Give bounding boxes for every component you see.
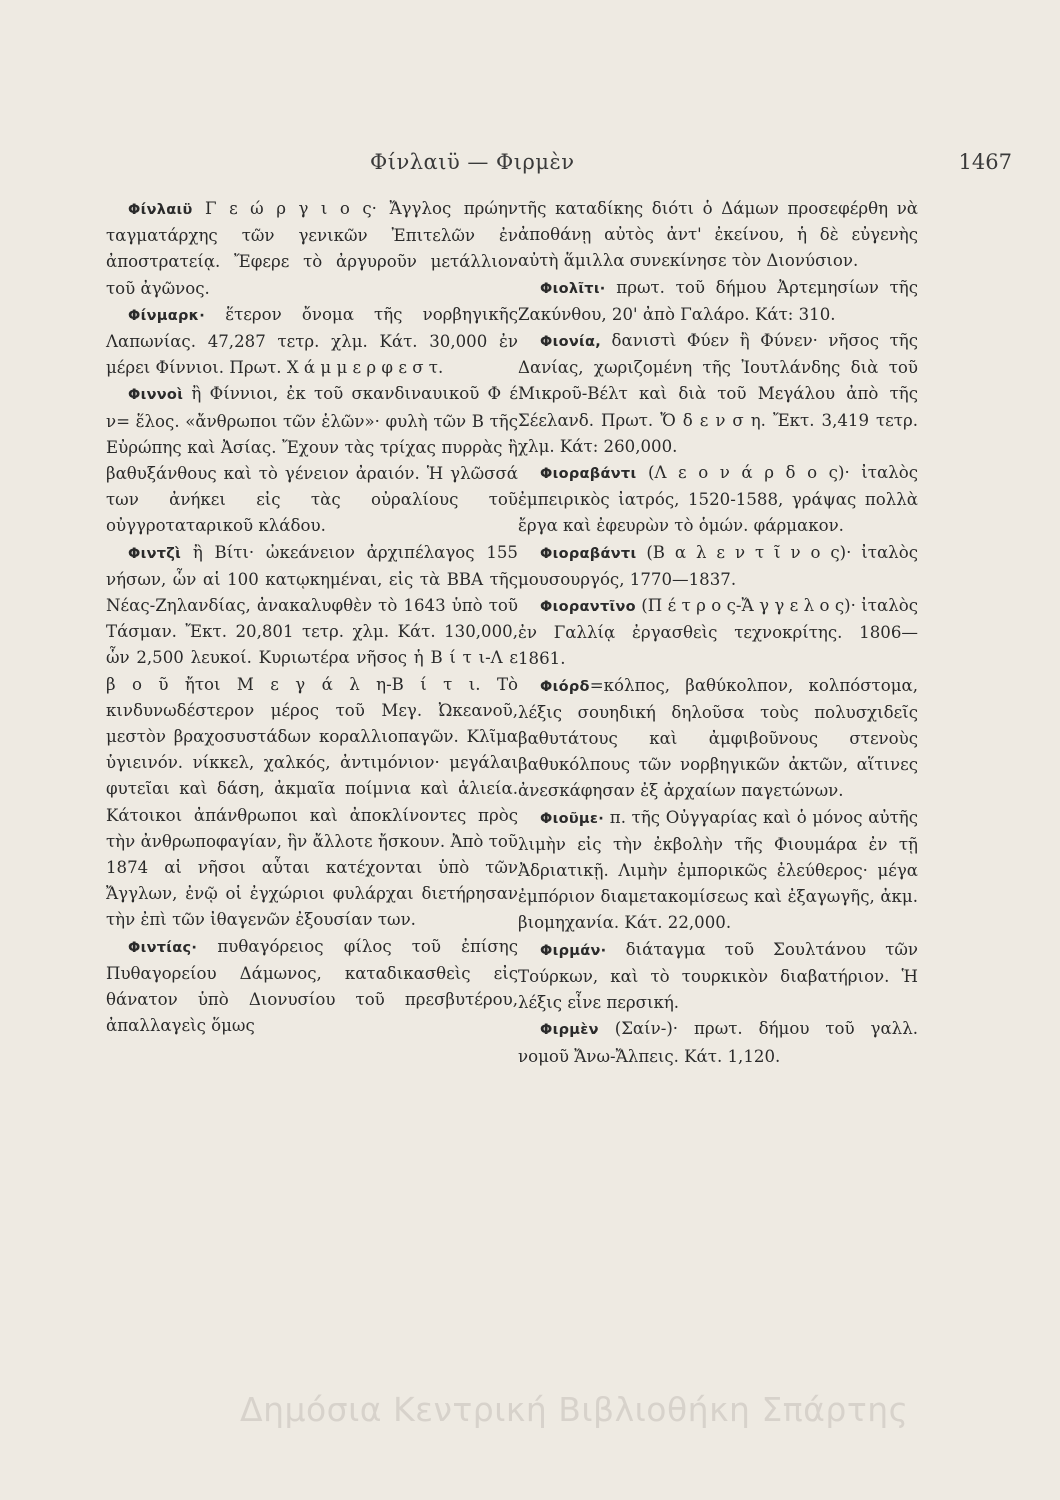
entry-headword: Φιοραντῖνο	[540, 599, 636, 616]
dictionary-entry	[518, 460, 918, 540]
entry-text: π. τῆς Οὐγγαρίας καὶ ὁ μόνος αὐτῆς λιμὴν εἰς τὴν ἐκβολὴν τῆς Φιουμάρα ἐν τῇ Ἀδριατικῇ. Λιμὴν ἐμπορικῶς ἐλεύθερος· μέγα ἐμπόριον διαμετακομίσεως καὶ ἐξαγωγῆς, ἀκμ. βιομηχανία. Κάτ. 22,000.	[518, 807, 918, 933]
dictionary-entry	[106, 540, 518, 934]
entry-headword: Φιολῖτι·	[540, 280, 606, 297]
right-column	[518, 196, 918, 1070]
entry-headword: Φίνμαρκ·	[128, 307, 206, 324]
entry-headword: Φιονία,	[540, 334, 602, 351]
entry-text: ἕτερον ὄνομα τῆς νορβηγικῆς Λαπωνίας. 47,287 τετρ. χλμ. Κάτ. 30,000 ἐν μέρει Φίννιοι. Πρωτ. Χ ά μ μ ε ρ φ ε σ τ.	[106, 304, 518, 378]
entry-text: =κόλπος, βαθύκολπον, κολπόστομα, λέξις σουηδική δηλοῦσα τοὺς πολυσχιδεῖς βαθυτάτους καὶ ἀμφιβοῦνους στενοὺς βαθυκόλπους τῶν νορβηγικῶν ἀκτῶν, αἵτινες ἀνεσκάφησαν ἐξ ἀρχαίων παγετώνων.	[518, 675, 918, 801]
entry-text: πρωτ. τοῦ δήμου Ἀρτεμησίων τῆς Ζακύνθου, 20' ἀπὸ Γαλάρο. Κάτ: 310.	[518, 277, 918, 324]
dictionary-entry	[106, 196, 518, 302]
left-column	[106, 196, 518, 1040]
dictionary-entry	[106, 381, 518, 539]
dictionary-entry	[518, 805, 918, 937]
entry-text: τῆς καταδίκης διότι ὁ Δάμων προσεφέρθη νὰ ἀποθάνῃ αὐτὸς ἀντ' ἐκείνου, ἡ δὲ εὐγενὴς αὐτὴ ἅμιλλα συνεκίνησε τὸν Διονύσιον.	[518, 199, 918, 271]
entry-text: ἢ Βίτι· ὠκεάνειον ἀρχιπέλαγος 155 νήσων, ὧν αἱ 100 κατῳκημέναι, εἰς τὰ ΒΒΑ τῆς Νέας-Ζηλανδίας, ἀνακαλυφθὲν τὸ 1643 ὑπὸ τοῦ Τάσμαν. Ἔκτ. 20,801 τετρ. χλμ. Κάτ. 130,000, ὧν 2,500 λευκοί. Κυριωτέρα νῆσος ἡ Β ί τ ι-Λ ε β ο ῦ ἤτοι Μ ε γ ά λ η-Β ί τ ι. Τὸ κινδυνωδέστερον μέρος τοῦ Μεγ. Ὠκεανοῦ, μεστὸν βραχοσυστάδων κοραλλιοπαγῶν. Κλῖμα ὑγιεινόν. νίκκελ, χαλκός, ἀντιμόνιον· μεγάλαι φυτεῖαι καὶ δάση, ἀκμαῖα ποίμνια καὶ ἁλιεία. Κάτοικοι ἀπάνθρωποι καὶ ἀποκλίνοντες πρὸς τὴν ἀνθρωποφαγίαν, ἣν ἄλλοτε ἤσκουν. Ἀπὸ τοῦ 1874 αἱ νῆσοι αὗται κατέχονται ὑπὸ τῶν Ἄγγλων, ἐνῷ οἱ ἐγχώριοι φυλάρχαι διετήρησαν τὴν ἐπὶ τῶν ἰθαγενῶν ἐξουσίαν των.	[106, 542, 518, 930]
entry-headword: Φιρμάν·	[540, 942, 607, 959]
dictionary-entry	[518, 673, 918, 805]
running-head: Φίνλαιϋ — Φιρμὲν	[370, 150, 575, 174]
dictionary-entry-continuation	[518, 196, 918, 275]
entry-headword: Φιντζὶ	[128, 545, 182, 562]
entry-headword: Φίνλαιϋ	[128, 202, 193, 218]
entry-headword: Φιντίας·	[128, 939, 198, 956]
dictionary-entry	[106, 934, 518, 1040]
entry-text: (Σαίν-)· πρωτ. δήμου τοῦ γαλλ. νομοῦ Ἄνω-Ἄλπεις. Κάτ. 1,120.	[518, 1019, 918, 1066]
entry-headword: Φιόρδ	[540, 678, 590, 695]
dictionary-entry	[106, 302, 518, 382]
dictionary-entry	[518, 937, 918, 1017]
entry-text: πυθαγόρειος φίλος τοῦ ἐπίσης Πυθαγορείου Δάμωνος, καταδικασθεὶς εἰς θάνατον ὑπὸ Διονυσίου τοῦ πρεσβυτέρου, ἀπαλλαγεὶς ὅμως	[106, 936, 518, 1036]
entry-text: διάταγμα τοῦ Σουλτάνου τῶν Τούρκων, καὶ τὸ τουρκικὸν διαβατήριον. Ἡ λέξις εἶνε περσική.	[518, 939, 918, 1013]
page-header	[80, 150, 1030, 190]
entry-headword: Φιοραβάντι	[540, 545, 637, 562]
entry-headword: Φιοραβάντι	[540, 466, 637, 483]
dictionary-entry	[518, 593, 918, 673]
entry-headword: Φιρμὲν	[540, 1022, 599, 1039]
page-number: 1467	[958, 150, 1012, 174]
dictionary-entry	[518, 540, 918, 593]
entry-text: (Λ ε ο ν ά ρ δ ο ς)· ἰταλὸς ἐμπειρικὸς ἰατρός, 1520-1588, γράψας πολλὰ ἔργα καὶ ἐφευρὼν τὸ ὁμών. φάρμακον.	[518, 463, 918, 536]
dictionary-entry	[518, 275, 918, 328]
dictionary-entry	[518, 328, 918, 460]
dictionary-entry	[518, 1016, 918, 1069]
entry-headword: Φιννοὶ	[128, 387, 184, 404]
entry-text: (Π έ τ ρ ο ς-Ἄ γ γ ε λ ο ς)· ἰταλὸς ἐν Γαλλίᾳ ἐργασθεὶς τεχνοκρίτης. 1806—1861.	[518, 596, 918, 669]
entry-text: Γ ε ώ ρ γ ι ο ς· Ἄγγλος πρώην ταγματάρχης τῶν γενικῶν Ἐπιτελῶν ἐν ἀποστρατείᾳ. Ἔφερε τὸ ἀργυροῦν μετάλλιον τοῦ ἀγῶνος.	[106, 199, 518, 298]
entry-text: (Β α λ ε ν τ ῖ ν ο ς)· ἰταλὸς μουσουργός, 1770—1837.	[518, 542, 918, 589]
entry-text: δανιστὶ Φύεν ἢ Φύνεν· νῆσος τῆς Δανίας, χωριζομένη τῆς Ἰουτλάνδης διὰ τοῦ Μικροῦ-Βέλτ καὶ διὰ τοῦ Μεγάλου ἀπὸ τῆς Σέελανδ. Πρωτ. Ὄ δ ε ν σ η. Ἔκτ. 3,419 τετρ. χλμ. Κάτ: 260,000.	[518, 331, 918, 456]
entry-headword: Φιοῦμε·	[540, 810, 605, 827]
entry-text: ἢ Φίννιοι, ἐκ τοῦ σκανδιναυικοῦ Φ έ ν= ἕλος. «ἄνθρωποι τῶν ἑλῶν»· φυλὴ τῶν Β τῆς Εὐρώπης καὶ Ἀσίας. Ἔχουν τὰς τρίχας πυρρὰς ἢ βαθυξάνθους καὶ τὸ γένειον ἀραιόν. Ἡ γλῶσσά των ἀνήκει εἰς τὰς οὐραλίους τοῦ οὐγγροταταρικοῦ κλάδου.	[106, 384, 518, 536]
library-watermark: Δημόσια Κεντρική Βιβλιοθήκη Σπάρτης	[240, 1390, 909, 1429]
